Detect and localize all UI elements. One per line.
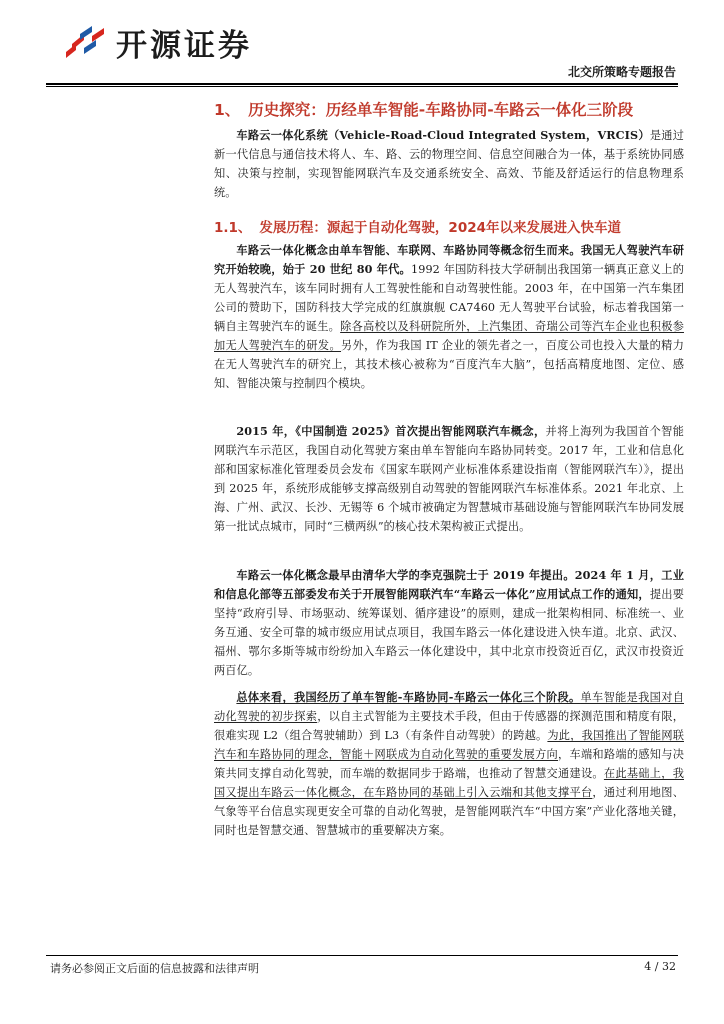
header-divider [46, 83, 678, 85]
footer-divider [46, 955, 678, 956]
header-divider-thin [46, 86, 678, 87]
para4-underline-1: 单车智能是我国对自动化驾驶的初步探索 [214, 691, 685, 723]
para1-underlined: 除各高校以及科研院所外，上汽集团、奇瑞公司等汽车企业也积极参加无人驾驶汽车的研发。 [214, 320, 684, 352]
section-heading [214, 98, 694, 120]
page-number: 4 / 32 [644, 960, 676, 973]
report-type-label: 北交所策略专题报告 [567, 65, 676, 79]
para4-text-2: ，车端和路端的感知与决策共同支撑自动化驾驶，而车端的数据同步于路端，也推动了智慧交通建设。 [214, 748, 684, 780]
para1-text2: 另外，作为我国 IT 企业的领先者之一，百度公司也投入大量的精力在无人驾驶汽车的研究上，其技术核心被称为“百度汽车大脑”，包括高精度地图、定位、感知、智能决策与控制四个模块。 [214, 339, 684, 390]
para4-text-3: ，通过利用地图、气象等平台信息实现更安全可靠的自动化驾驶，是智能网联汽车“中国方案”产业化落地关键，同时也是智慧交通、智慧城市的重要解决方案。 [214, 786, 684, 837]
paragraph-vrcis-origin [214, 566, 684, 680]
paragraph-three-stages [214, 688, 684, 840]
paragraph-history [214, 241, 684, 393]
company-logo [62, 22, 252, 62]
para3-text: 提出要坚持“政府引导、市场驱动、统筹谋划、循序建设”的原则，建成一批架构相同、标准统一、业务互通、安全可靠的城市级应用试点项目，我国车路云一体化建设进入快车道。北京、武汉、福州、鄂尔多斯等城市纷纷加入车路云一体化建设中，其中北京市投资近百亿，武汉市投资近两百亿。 [214, 588, 684, 677]
subsection-heading [214, 216, 621, 236]
section-title: 历史探究：历经单车智能-车路协同-车路云一体化三阶段 [248, 101, 634, 119]
paragraph-made-in-china-2025 [214, 422, 684, 536]
para4-underline-3: 在此基础上，我国又提出车路云一体化概念，在车路协同的基础上引入云端和其他支撑平台 [214, 767, 684, 799]
logo-text: 开源证券 [116, 27, 252, 64]
para1-bold: 车路云一体化概念由单车智能、车联网、车路协同等概念衍生而来。我国无人驾驶汽车研究开始较晚，始于 20 世纪 80 年代。 [214, 243, 684, 276]
para4-bold: 总体来看，我国经历了单车智能-车路协同-车路云一体化三个阶段。 [236, 690, 581, 704]
para2-bold: 2015 年，《中国制造 2025》首次提出智能网联汽车概念， [236, 424, 546, 438]
footer-disclaimer: 请务必参阅正文后面的信息披露和法律声明 [50, 962, 259, 975]
para2-text: 并将上海列为我国首个智能网联汽车示范区，我国自动化驾驶方案由单车智能向车路协同转变。2017 年，工业和信息化部和国家标准化管理委员会发布《国家车联网产业标准体系建设指南（智能网联汽车）》，提出到 2025 年，系统形成能够支撑高级别自动驾驶的智能网联汽车标准体系。2021 年北京、上海、广州、武汉、长沙、无锡等 6 个城市被确定为智慧城市基础设施与智能网联汽车协同发展第一批试点城市，同时“三横两纵”的核心技术架构被正式提出。 [214, 425, 684, 533]
intro-bold: 车路云一体化系统（Vehicle-Road-Cloud Integrated System，VRCIS） [236, 128, 650, 142]
intro-text: 是通过新一代信息与通信技术将人、车、路、云的物理空间、信息空间融合为一体，基于系统协同感知、决策与控制，实现智能网联汽车及交通系统安全、高效、节能及舒适运行的信息物理系统。 [214, 129, 684, 199]
intro-paragraph [214, 126, 684, 202]
para4-text-1: ，以自主式智能为主要技术手段，但由于传感器的探测范围和精度有限，很难实现 L2（组合驾驶辅助）到 L3（有条件自动驾驶）的跨越。 [214, 710, 685, 742]
para4-underline-2: 为此，我国推出了智能网联汽车和车路协同的理念，智能＋网联成为自动化驾驶的重要发展方向 [214, 729, 684, 761]
subsection-title: 发展历程：源起于自动化驾驶，2024年以来发展进入快车道 [259, 220, 621, 236]
section-number: 1、 [214, 101, 241, 119]
para1-text1: 1992 年国防科技大学研制出我国第一辆真正意义上的无人驾驶汽车，该车同时拥有人工驾驶性能和自动驾驶性能。2003 年，在中国第一汽车集团公司的赞助下，国防科技大学完成的红旗旗舰 CA7460 无人驾驶平台试验，标志着我国第一辆自主驾驶汽车的诞生。 [214, 263, 684, 333]
subsection-number: 1.1、 [214, 220, 252, 236]
logo-mark-icon [62, 22, 110, 62]
para3-bold: 车路云一体化概念最早由清华大学的李克强院士于 2019 年提出。2024 年 1 月，工业和信息化部等五部委发布关于开展智能网联汽车“车路云一体化”应用试点工作的通知， [214, 568, 684, 601]
